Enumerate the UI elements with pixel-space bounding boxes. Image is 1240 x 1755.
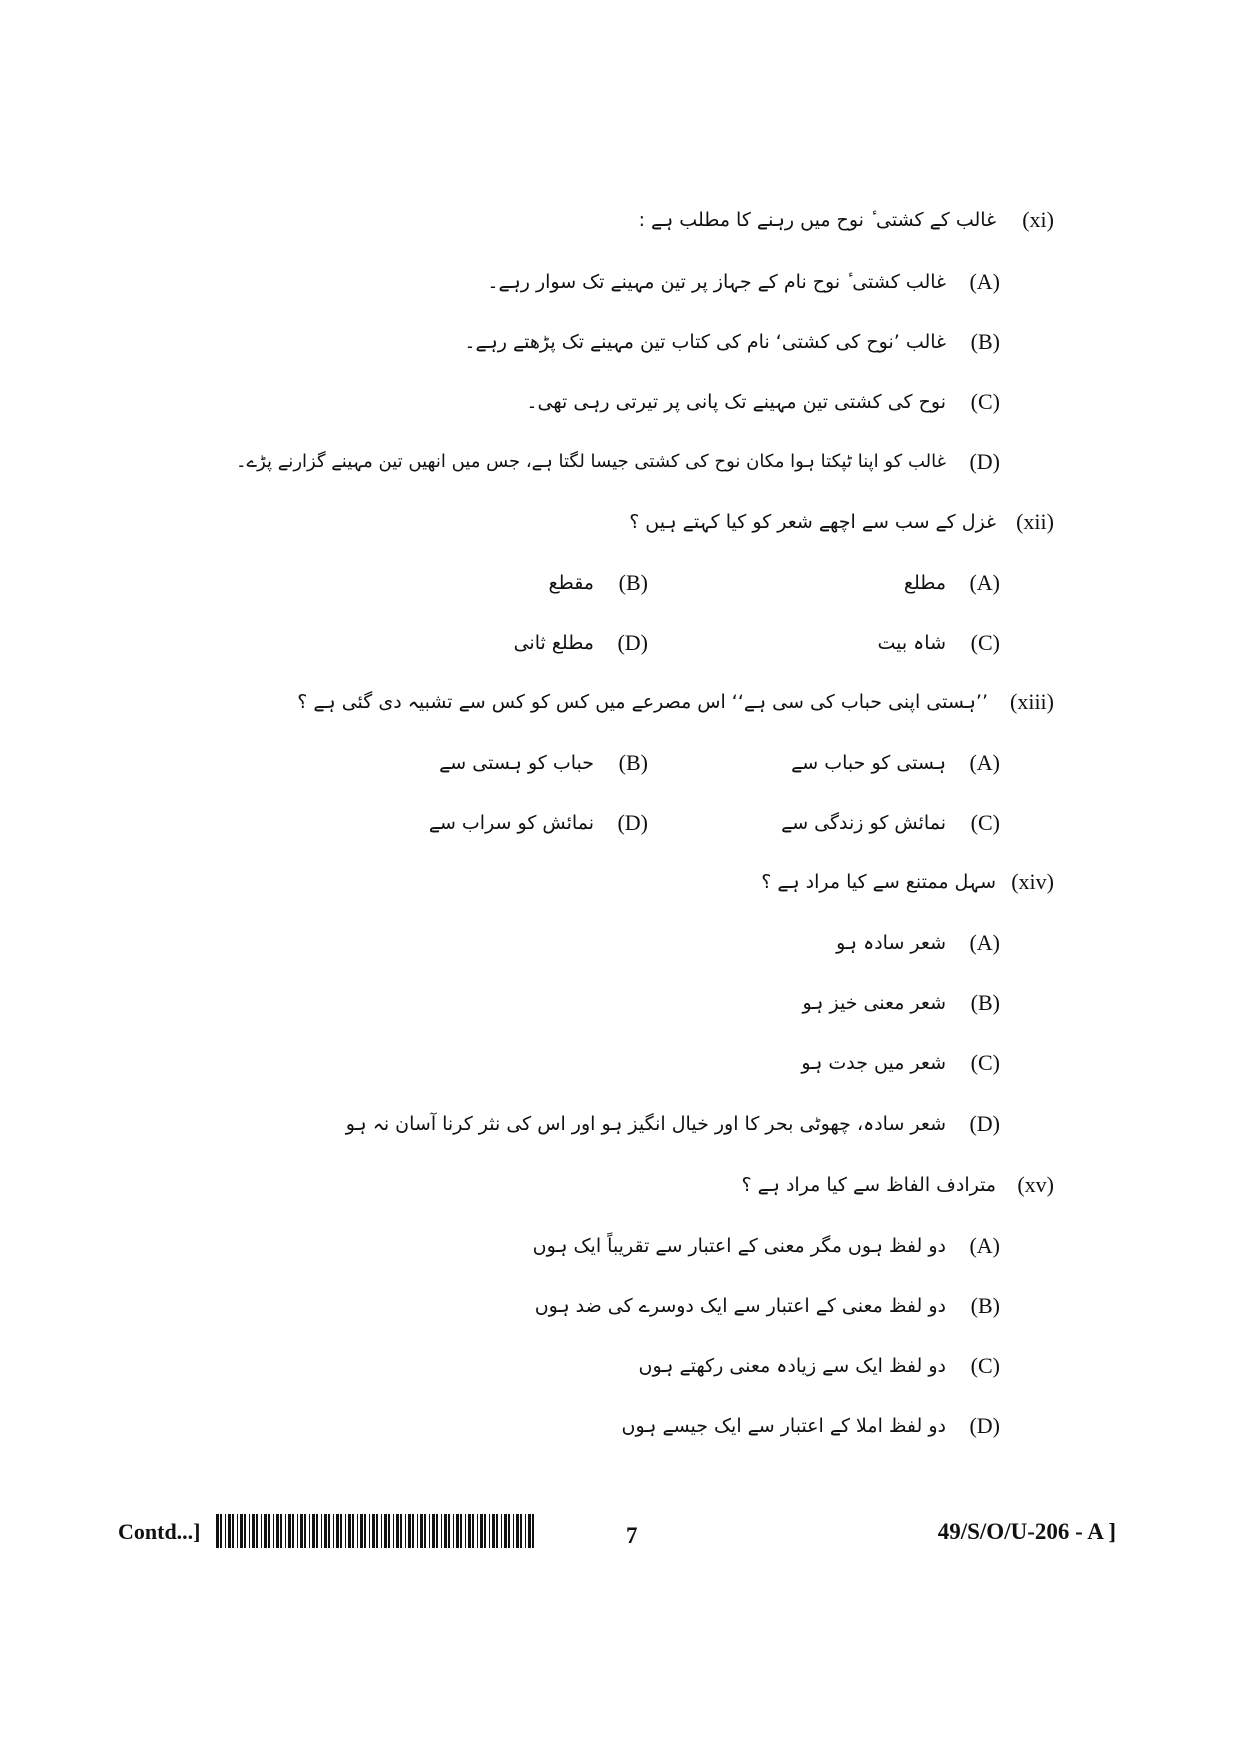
option-xii-d: [348, 623, 648, 663]
option-label: (A): [969, 930, 1000, 955]
option-text: نوح کی کشتی تین مہینے تک پانی پر تیرتی رہی تھی۔: [526, 391, 946, 413]
option-xiv-b: [600, 983, 1000, 1023]
barcode-stripe: [285, 1514, 286, 1548]
barcode-stripe: [465, 1514, 466, 1548]
barcode-stripe: [252, 1514, 255, 1548]
option-label: (D): [617, 810, 648, 835]
barcode-stripe: [240, 1514, 243, 1548]
question-number: (xiv): [1011, 869, 1054, 894]
option-label: (B): [970, 990, 1000, 1015]
question-number: (xv): [1017, 1172, 1054, 1197]
option-text: غالب کشتی ٔ نوح نام کے جہاز پر تین مہینے تک سوار رہے۔: [487, 271, 946, 293]
option-text: نمائش کو سراب سے: [428, 812, 594, 834]
option-xi-c: [200, 382, 1000, 422]
barcode-stripe: [220, 1514, 222, 1548]
option-xi-a: [200, 262, 1000, 302]
option-label: (C): [970, 810, 1000, 835]
barcode-stripe: [489, 1514, 490, 1548]
option-xi-b: [200, 322, 1000, 362]
barcode-stripe: [216, 1514, 219, 1548]
question-xiii: [154, 682, 1054, 722]
barcode-stripe: [381, 1514, 382, 1548]
barcode-stripe: [268, 1514, 270, 1548]
contd-label: Contd...]: [118, 1519, 201, 1544]
barcode-stripe: [345, 1514, 346, 1548]
barcode-stripe: [225, 1514, 226, 1548]
barcode-stripe: [492, 1514, 495, 1548]
question-text: غزل کے سب سے اچھے شعر کو کیا کہتے ہیں ؟: [629, 511, 996, 533]
option-label: (A): [969, 570, 1000, 595]
barcode-stripe: [372, 1514, 375, 1548]
option-xiii-d: [348, 803, 648, 843]
barcode-stripe: [280, 1514, 282, 1548]
barcode-stripe: [424, 1514, 426, 1548]
option-text: شعر معنی خیز ہو: [802, 992, 946, 1014]
barcode-stripe: [264, 1514, 267, 1548]
barcode-stripe: [237, 1514, 238, 1548]
barcode-stripe: [249, 1514, 250, 1548]
page-number: 7: [626, 1523, 638, 1548]
option-xiv-a: [600, 923, 1000, 963]
barcode-stripe: [328, 1514, 330, 1548]
option-text: شاہ بیت: [877, 632, 946, 654]
option-text: دو لفظ املا کے اعتبار سے ایک جیسے ہوں: [621, 1415, 946, 1437]
question-text: مترادف الفاظ سے کیا مراد ہے ؟: [741, 1174, 996, 1196]
option-xii-c: [700, 623, 1000, 663]
option-label: (D): [617, 630, 648, 655]
option-label: (A): [969, 269, 1000, 294]
option-label: (C): [970, 389, 1000, 414]
option-label: (B): [618, 570, 648, 595]
option-xi-d: [100, 442, 1000, 482]
barcode-stripe: [304, 1514, 306, 1548]
option-text: شعر سادہ، چھوٹی بحر کا اور خیال انگیز ہو اور اس کی نثر کرنا آسان نہ ہو: [345, 1113, 946, 1135]
barcode-stripe: [408, 1514, 411, 1548]
barcode-stripe: [480, 1514, 483, 1548]
barcode-stripe: [388, 1514, 390, 1548]
barcode-icon: [216, 1514, 538, 1548]
barcode-stripe: [405, 1514, 406, 1548]
barcode-stripe: [376, 1514, 378, 1548]
option-text: مطلع ثانی: [513, 632, 594, 654]
question-xiv: [154, 862, 1054, 902]
barcode-stripe: [417, 1514, 418, 1548]
barcode-stripe: [232, 1514, 234, 1548]
barcode-stripe: [228, 1514, 231, 1548]
question-xi: [154, 200, 1054, 240]
barcode-stripe: [340, 1514, 342, 1548]
barcode-stripe: [501, 1514, 502, 1548]
barcode-stripe: [396, 1514, 399, 1548]
barcode-stripe: [484, 1514, 486, 1548]
barcode-stripe: [393, 1514, 394, 1548]
barcode-stripe: [256, 1514, 258, 1548]
option-xv-b: [400, 1286, 1000, 1326]
option-text: دو لفظ ایک سے زیادہ معنی رکھتے ہوں: [638, 1355, 946, 1377]
option-text: غالب ’نوح کی کشتی‘ نام کی کتاب تین مہینے تک پڑھتے رہے۔: [464, 331, 946, 353]
question-text: غالب کے کشتی ٔ نوح میں رہنے کا مطلب ہے :: [638, 209, 996, 231]
option-label: (A): [969, 750, 1000, 775]
option-label: (B): [970, 329, 1000, 354]
option-xv-a: [400, 1226, 1000, 1266]
option-text: دو لفظ معنی کے اعتبار سے ایک دوسرے کی ضد ہوں: [534, 1295, 946, 1317]
option-text: شعر سادہ ہو: [836, 932, 946, 954]
option-xiii-c: [700, 803, 1000, 843]
barcode-stripe: [292, 1514, 294, 1548]
barcode-stripe: [420, 1514, 423, 1548]
option-label: (B): [618, 750, 648, 775]
option-text: شعر میں جدت ہو: [801, 1052, 946, 1074]
barcode-stripe: [384, 1514, 387, 1548]
barcode-stripe: [472, 1514, 474, 1548]
barcode-stripe: [444, 1514, 447, 1548]
barcode-stripe: [369, 1514, 370, 1548]
option-xiii-a: [700, 743, 1000, 783]
barcode-stripe: [321, 1514, 322, 1548]
question-number: (xiii): [1010, 689, 1054, 714]
barcode-stripe: [412, 1514, 414, 1548]
option-xv-d: [400, 1406, 1000, 1446]
question-number: (xi): [1022, 207, 1054, 232]
barcode-stripe: [348, 1514, 351, 1548]
barcode-stripe: [528, 1514, 531, 1548]
barcode-stripe: [316, 1514, 318, 1548]
barcode-stripe: [309, 1514, 310, 1548]
barcode-stripe: [333, 1514, 334, 1548]
option-label: (D): [969, 449, 1000, 474]
question-text: ’’ہستی اپنی حباب کی سی ہے‘‘ اس مصرعے میں کس کو کس سے تشبیہ دی گئی ہے ؟: [297, 691, 988, 713]
barcode-stripe: [448, 1514, 450, 1548]
barcode-stripe: [400, 1514, 402, 1548]
barcode-stripe: [525, 1514, 526, 1548]
option-label: (D): [969, 1413, 1000, 1438]
barcode-stripe: [453, 1514, 454, 1548]
question-xv: [154, 1165, 1054, 1205]
barcode-stripe: [508, 1514, 510, 1548]
option-text: غالب کو اپنا ٹپکتا ہوا مکان نوح کی کشتی جیسا لگتا ہے، جس میں انھیں تین مہینے گزارنے پڑے۔: [236, 451, 946, 472]
barcode-stripe: [364, 1514, 366, 1548]
barcode-stripe: [324, 1514, 327, 1548]
question-text: سہل ممتنع سے کیا مراد ہے ؟: [761, 871, 996, 893]
barcode-stripe: [468, 1514, 471, 1548]
barcode-stripe: [360, 1514, 363, 1548]
barcode-stripe: [336, 1514, 339, 1548]
option-text: مقطع: [548, 572, 594, 594]
option-label: (B): [970, 1293, 1000, 1318]
option-label: (C): [970, 630, 1000, 655]
option-text: ہستی کو حباب سے: [791, 752, 946, 774]
option-xii-a: [700, 563, 1000, 603]
option-label: (C): [970, 1050, 1000, 1075]
barcode-stripe: [460, 1514, 462, 1548]
barcode-stripe: [516, 1514, 519, 1548]
barcode-stripe: [429, 1514, 430, 1548]
barcode-stripe: [532, 1514, 534, 1548]
barcode-stripe: [432, 1514, 435, 1548]
barcode-stripe: [520, 1514, 522, 1548]
barcode-stripe: [357, 1514, 358, 1548]
barcode-stripe: [441, 1514, 442, 1548]
question-number: (xii): [1016, 509, 1054, 534]
barcode-stripe: [244, 1514, 246, 1548]
option-text: مطلع: [903, 572, 946, 594]
option-text: دو لفظ ہوں مگر معنی کے اعتبار سے تقریباً ایک ہوں: [532, 1235, 946, 1257]
option-xiv-d: [200, 1104, 1000, 1144]
barcode-stripe: [456, 1514, 459, 1548]
barcode-stripe: [312, 1514, 315, 1548]
question-xii: [154, 502, 1054, 542]
option-label: (A): [969, 1233, 1000, 1258]
option-xii-b: [348, 563, 648, 603]
option-text: حباب کو ہستی سے: [439, 752, 594, 774]
barcode-stripe: [276, 1514, 279, 1548]
barcode-stripe: [513, 1514, 514, 1548]
barcode-stripe: [297, 1514, 298, 1548]
barcode-stripe: [261, 1514, 262, 1548]
barcode-stripe: [300, 1514, 303, 1548]
barcode-stripe: [273, 1514, 274, 1548]
option-label: (C): [970, 1353, 1000, 1378]
option-label: (D): [969, 1111, 1000, 1136]
barcode-stripe: [504, 1514, 507, 1548]
barcode-stripe: [352, 1514, 354, 1548]
option-text: نمائش کو زندگی سے: [781, 812, 946, 834]
option-xiv-c: [600, 1043, 1000, 1083]
paper-code: 49/S/O/U-206 - A ]: [937, 1519, 1116, 1544]
option-xiii-b: [348, 743, 648, 783]
barcode-stripe: [436, 1514, 438, 1548]
barcode-stripe: [288, 1514, 291, 1548]
barcode-stripe: [477, 1514, 478, 1548]
barcode-stripe: [496, 1514, 498, 1548]
option-xv-c: [400, 1346, 1000, 1386]
